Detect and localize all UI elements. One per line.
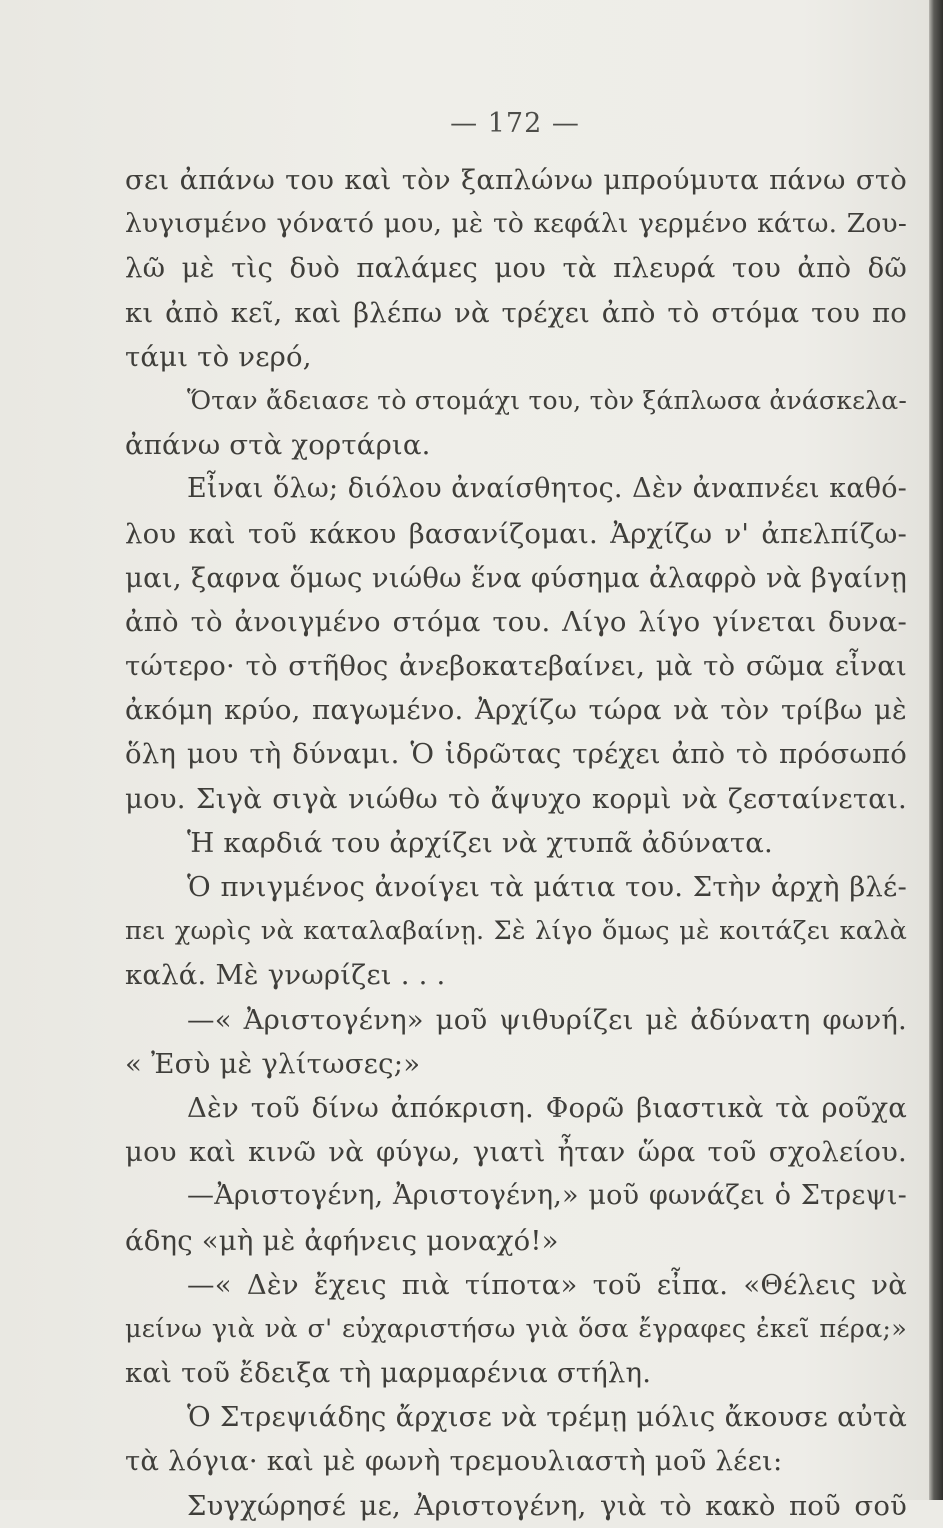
text-line: Ὅταν ἄδειασε τὸ στομάχι του, τὸν ξάπλωσα ἀνάσκελα-	[187, 385, 907, 415]
text-line: σει ἀπάνω του καὶ τὸν ξαπλώνω μπρούμυτα πάνω στὸ	[125, 164, 907, 196]
text-line: μαι, ξαφνα ὅμως νιώθω ἕνα φύσημα ἀλαφρὸ νὰ βγαίνῃ	[125, 561, 907, 594]
text-line: άδης «μὴ μὲ ἀφήνεις μοναχό!»	[125, 1224, 559, 1257]
text-line: « Ἐσὺ μὲ γλίτωσες;»	[125, 1047, 421, 1080]
text-line: μείνω γιὰ νὰ σ' εὐχαριστήσω γιὰ ὅσα ἔγραφες ἐκεῖ πέρα;»	[125, 1313, 907, 1344]
text-line: Συγχώρησέ με, Ἀριστογένη, γιὰ τὸ κακὸ ποῦ σοῦ	[187, 1489, 907, 1522]
text-line: τὰ λόγια· καὶ μὲ φωνὴ τρεμουλιαστὴ μοῦ λέει:	[125, 1445, 783, 1478]
text-line: Ὁ Στρεψιάδης ἄρχισε νὰ τρέμῃ μόλις ἄκουσε αὐτὰ	[187, 1401, 907, 1434]
text-line: λῶ μὲ τὶς δυὸ παλάμες μου τὰ πλευρά του ἀπὸ δῶ	[125, 252, 907, 285]
text-line: ἀκόμη κρύο, παγωμένο. Ἀρχίζω τώρα νὰ τὸν τρίβω μὲ	[125, 694, 907, 727]
text-line: ἀπάνω στὰ χορτάρια.	[125, 429, 431, 462]
text-line: Ἡ καρδιά του ἀρχίζει νὰ χτυπᾶ ἀδύνατα.	[187, 826, 773, 859]
text-line: καλά. Μὲ γνωρίζει . . .	[125, 959, 446, 992]
text-line: —« Ἀριστογένη» μοῦ ψιθυρίζει μὲ ἀδύνατη φωνή.	[187, 1003, 907, 1036]
text-line: —« Δὲν ἔχεις πιὰ τίποτα» τοῦ εἶπα. «Θέλεις νὰ	[187, 1268, 907, 1301]
text-line: —Ἀριστογένη, Ἀριστογένη,» μοῦ φωνάζει ὁ Στρεψι-	[187, 1180, 907, 1212]
text-line: λου καὶ τοῦ κάκου βασανίζομαι. Ἀρχίζω ν' ἀπελπίζω-	[125, 517, 907, 550]
text-line: ὅλη μου τὴ δύναμι. Ὁ ἱδρῶτας τρέχει ἀπὸ τὸ πρόσωπό	[125, 738, 907, 771]
text-line: Δὲν τοῦ δίνω ἀπόκριση. Φορῶ βιαστικὰ τὰ ροῦχα	[187, 1091, 907, 1124]
page-number: — 172 —	[450, 108, 580, 139]
text-line: καὶ τοῦ ἔδειξα τὴ μαρμαρένια στήλη.	[125, 1357, 652, 1390]
text-line: Εἶναι ὅλω; διόλου ἀναίσθητος. Δὲν ἀναπνέει καθό-	[187, 473, 907, 505]
text-line: τώτερο· τὸ στῆθος ἀνεβοκατεβαίνει, μὰ τὸ σῶμα εἶναι	[125, 650, 907, 683]
text-line: Ὁ πνιγμένος ἀνοίγει τὰ μάτια του. Στὴν ἀρχὴ βλέ-	[187, 871, 907, 903]
text-line: μου καὶ κινῶ νὰ φύγω, γιατὶ ἦταν ὥρα τοῦ σχολείου.	[125, 1136, 907, 1169]
text-line: ἀπὸ τὸ ἀνοιγμένο στόμα του. Λίγο λίγο γίνεται δυνα-	[125, 605, 907, 638]
text-line: λυγισμένο γόνατό μου, μὲ τὸ κεφάλι γερμένο κάτω. Ζου-	[125, 208, 907, 240]
text-line: κι ἀπὸ κεῖ, καὶ βλέπω νὰ τρέχει ἀπὸ τὸ στόμα του πο	[125, 296, 907, 329]
text-line: πει χωρὶς νὰ καταλαβαίνῃ. Σὲ λίγο ὅμως μὲ κοιτάζει καλὰ	[125, 916, 907, 947]
page-edge-shadow	[929, 0, 943, 1500]
body-text	[125, 158, 907, 1528]
text-line: μου. Σιγὰ σιγὰ νιώθω τὸ ἄψυχο κορμὶ νὰ ζεσταίνεται.	[125, 782, 907, 815]
text-line: τάμι τὸ νερό,	[125, 340, 312, 373]
